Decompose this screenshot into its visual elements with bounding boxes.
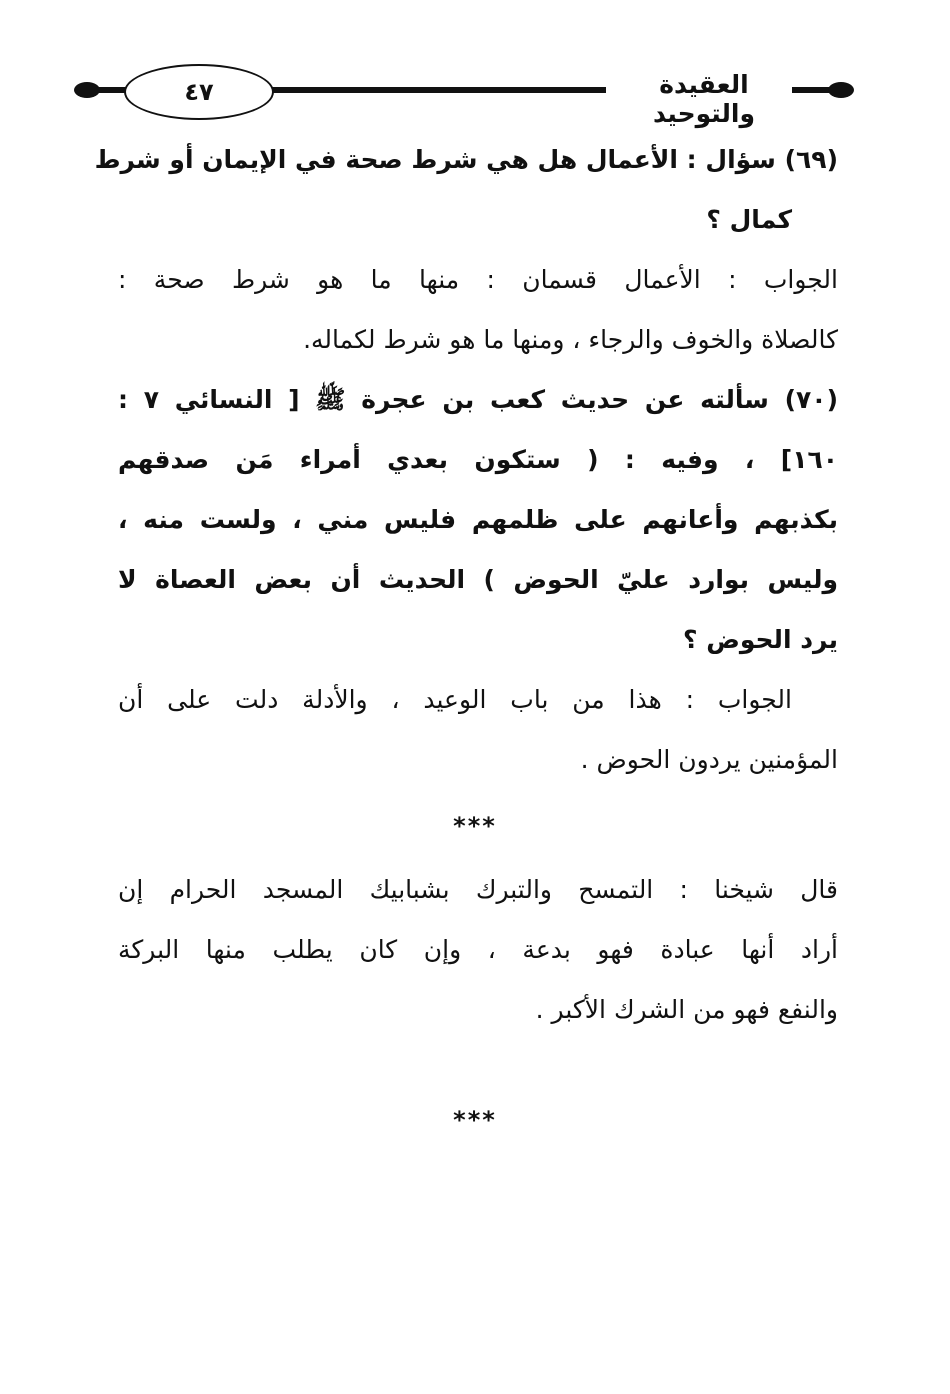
answer-70	[118, 670, 838, 790]
header-rule-middle	[266, 87, 606, 93]
shaykh-statement-line-1: قال شيخنا : التمسح والتبرك بشبابيك المسجد الحرام إن	[118, 875, 838, 904]
shaykh-statement-line-3: والنفع فهو من الشرك الأكبر .	[535, 995, 838, 1024]
answer-70-line-2: المؤمنين يردون الحوض .	[580, 745, 838, 774]
answer-69-line-1: الجواب : الأعمال قسمان : منها ما هو شرط صحة :	[118, 265, 838, 294]
question-70-line-5: يرد الحوض ؟	[683, 625, 838, 654]
question-70-line-3: بكذبهم وأعانهم على ظلمهم فليس مني ، ولست منه ،	[118, 505, 838, 534]
running-title: العقيدة والتوحيد	[618, 70, 790, 128]
question-69-line-1: (٦٩) سؤال : الأعمال هل هي شرط صحة في الإيمان أو شرط	[94, 145, 838, 174]
question-69	[94, 130, 838, 250]
answer-70-line-1: الجواب : هذا من باب الوعيد ، والأدلة دلت على أن	[118, 685, 792, 714]
shaykh-statement-line-2: أراد أنها عبادة فهو بدعة ، وإن كان يطلب منها البركة	[118, 935, 838, 964]
section-separator-2: ***	[453, 1106, 497, 1134]
question-70-line-1: (٧٠) سألته عن حديث كعب بن عجرة ﷺ [ النسائي ٧ :	[118, 385, 838, 414]
section-separator-1: ***	[453, 812, 497, 840]
page-number: ٤٧	[124, 64, 274, 120]
answer-69-line-2: كالصلاة والخوف والرجاء ، ومنها ما هو شرط لكماله.	[303, 325, 838, 354]
question-70	[118, 370, 838, 670]
header-ornament-dot-right	[828, 82, 854, 98]
shaykh-statement	[118, 860, 838, 1040]
answer-69	[118, 250, 838, 370]
question-70-line-2: ١٦٠] ، وفيه : ( ستكون بعدي أمراء مَن صدقهم	[118, 445, 838, 474]
question-69-line-2: كمال ؟	[706, 205, 792, 234]
page-header	[70, 60, 860, 128]
page-body	[94, 130, 838, 790]
question-70-line-4: وليس بوارد عليّ الحوض ) الحديث أن بعض العصاة لا	[118, 565, 838, 594]
